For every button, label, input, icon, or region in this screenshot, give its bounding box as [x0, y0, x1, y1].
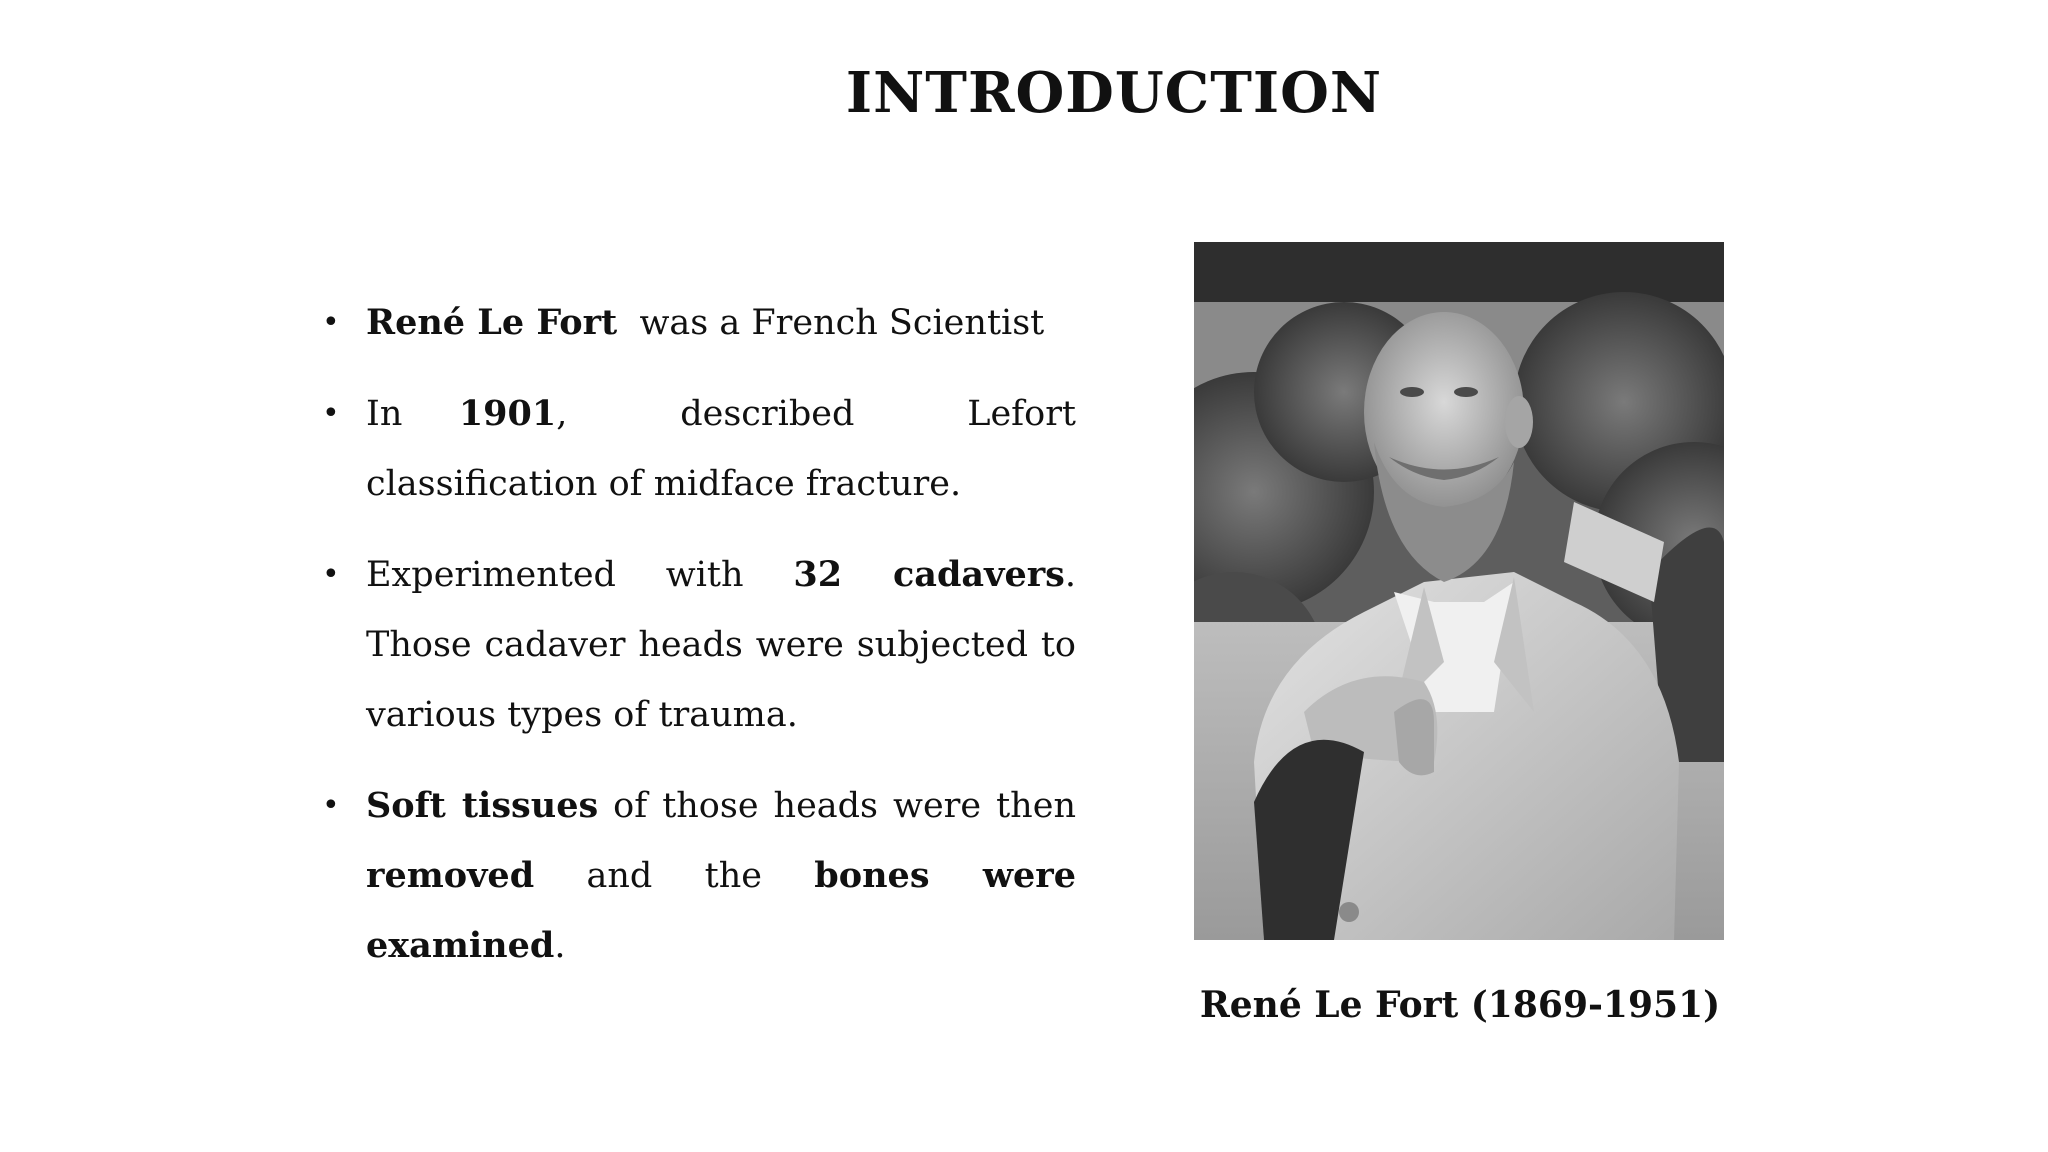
bullet-icon: •	[322, 557, 340, 592]
bullet-item	[322, 288, 1076, 358]
bullet-text: Experimented with 32 cadavers. Those cadaver heads were subjected to various types of trauma.	[366, 554, 1088, 735]
bullet-text: Soft tissues of those heads were then removed and the bones were examined.	[366, 785, 1088, 966]
portrait-photo-icon	[1194, 242, 1724, 940]
bullet-icon: •	[322, 305, 340, 340]
bullet-text: In 1901, described Lefort classification of midface fracture.	[366, 393, 1088, 504]
slide-title: INTRODUCTION	[845, 60, 1383, 126]
portrait-photo	[1194, 242, 1724, 940]
bullet-icon: •	[322, 788, 340, 823]
bullet-item	[322, 379, 1088, 519]
bullet-text: René Le Fort was a French Scientist	[366, 302, 1045, 343]
photo-caption: René Le Fort (1869-1951)	[1199, 984, 1721, 1026]
bullet-icon: •	[322, 396, 340, 431]
bullet-item	[322, 540, 1088, 750]
bullet-list	[322, 288, 1088, 1002]
bullet-item	[322, 771, 1088, 981]
